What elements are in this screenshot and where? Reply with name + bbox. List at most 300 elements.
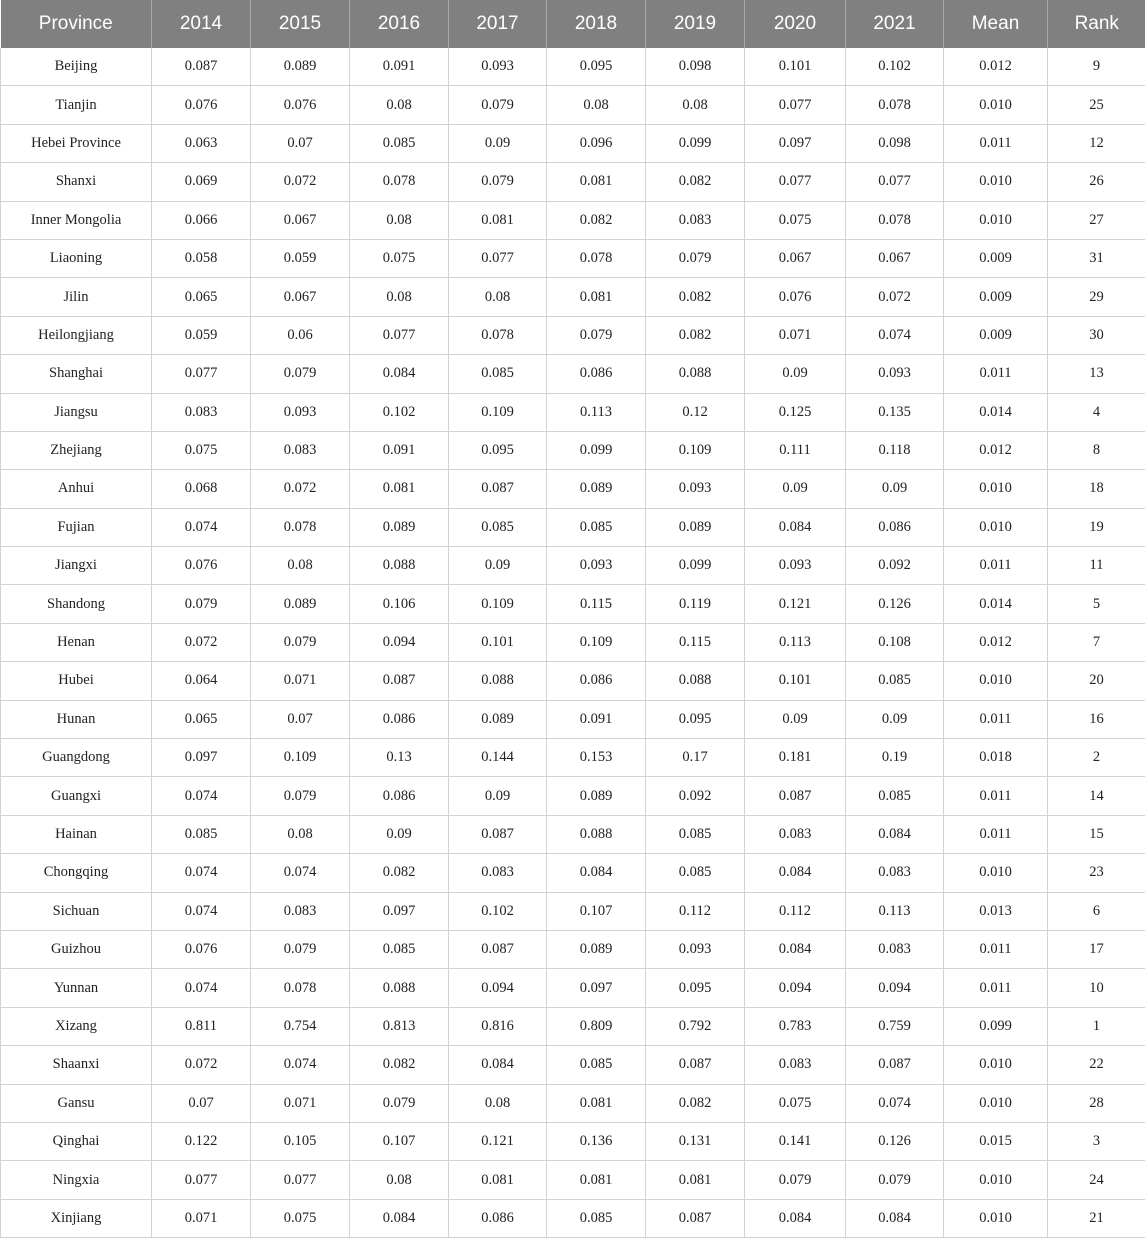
value-cell: 0.071	[745, 316, 846, 354]
value-cell: 0.083	[152, 393, 251, 431]
province-name-cell: Guangdong	[1, 739, 152, 777]
value-cell: 0.089	[547, 777, 646, 815]
province-name-cell: Jiangsu	[1, 393, 152, 431]
value-cell: 0.083	[745, 1046, 846, 1084]
value-cell: 0.141	[745, 1122, 846, 1160]
value-cell: 0.077	[745, 163, 846, 201]
value-cell: 0.074	[152, 854, 251, 892]
value-cell: 0.074	[846, 1084, 944, 1122]
value-cell: 0.089	[251, 48, 350, 86]
value-cell: 0.079	[449, 163, 547, 201]
value-cell: 0.083	[745, 815, 846, 853]
value-cell: 0.081	[350, 470, 449, 508]
value-cell: 0.014	[944, 585, 1048, 623]
value-cell: 0.135	[846, 393, 944, 431]
value-cell: 0.084	[745, 1199, 846, 1237]
value-cell: 0.076	[152, 930, 251, 968]
value-cell: 0.102	[350, 393, 449, 431]
value-cell: 0.085	[646, 815, 745, 853]
table-row	[1, 508, 1145, 546]
column-header: 2017	[449, 0, 547, 48]
value-cell: 0.071	[251, 1084, 350, 1122]
value-cell: 0.010	[944, 1084, 1048, 1122]
value-cell: 3	[1048, 1122, 1145, 1160]
value-cell: 0.083	[846, 854, 944, 892]
value-cell: 0.754	[251, 1007, 350, 1045]
value-cell: 0.097	[350, 892, 449, 930]
value-cell: 0.094	[449, 969, 547, 1007]
value-cell: 0.098	[846, 124, 944, 162]
table-row	[1, 1084, 1145, 1122]
value-cell: 0.099	[646, 547, 745, 585]
value-cell: 0.109	[646, 431, 745, 469]
value-cell: 0.087	[449, 815, 547, 853]
table-row	[1, 662, 1145, 700]
value-cell: 0.099	[646, 124, 745, 162]
value-cell: 0.092	[646, 777, 745, 815]
province-name-cell: Fujian	[1, 508, 152, 546]
table-row	[1, 1122, 1145, 1160]
value-cell: 0.077	[350, 316, 449, 354]
province-name-cell: Gansu	[1, 1084, 152, 1122]
value-cell: 0.109	[251, 739, 350, 777]
province-name-cell: Xizang	[1, 1007, 152, 1045]
value-cell: 0.098	[646, 48, 745, 86]
value-cell: 0.093	[646, 470, 745, 508]
value-cell: 0.088	[449, 662, 547, 700]
province-name-cell: Inner Mongolia	[1, 201, 152, 239]
table-row	[1, 1199, 1145, 1237]
table-row	[1, 930, 1145, 968]
value-cell: 0.010	[944, 86, 1048, 124]
value-cell: 0.09	[745, 470, 846, 508]
value-cell: 0.181	[745, 739, 846, 777]
value-cell: 0.075	[251, 1199, 350, 1237]
value-cell: 0.089	[547, 930, 646, 968]
province-name-cell: Shandong	[1, 585, 152, 623]
value-cell: 0.074	[152, 892, 251, 930]
value-cell: 0.079	[745, 1161, 846, 1199]
value-cell: 0.079	[251, 930, 350, 968]
value-cell: 25	[1048, 86, 1145, 124]
value-cell: 0.076	[251, 86, 350, 124]
column-header: 2019	[646, 0, 745, 48]
value-cell: 30	[1048, 316, 1145, 354]
value-cell: 0.087	[350, 662, 449, 700]
table-row	[1, 163, 1145, 201]
column-header: 2018	[547, 0, 646, 48]
value-cell: 0.067	[251, 201, 350, 239]
value-cell: 0.085	[449, 508, 547, 546]
value-cell: 0.076	[152, 86, 251, 124]
table-row	[1, 1046, 1145, 1084]
value-cell: 14	[1048, 777, 1145, 815]
value-cell: 0.076	[745, 278, 846, 316]
value-cell: 0.097	[152, 739, 251, 777]
value-cell: 0.08	[350, 1161, 449, 1199]
value-cell: 0.012	[944, 431, 1048, 469]
value-cell: 0.011	[944, 700, 1048, 738]
province-name-cell: Tianjin	[1, 86, 152, 124]
value-cell: 0.079	[350, 1084, 449, 1122]
value-cell: 0.071	[251, 662, 350, 700]
value-cell: 0.093	[449, 48, 547, 86]
value-cell: 0.075	[745, 201, 846, 239]
value-cell: 0.125	[745, 393, 846, 431]
value-cell: 0.08	[350, 86, 449, 124]
value-cell: 0.783	[745, 1007, 846, 1045]
value-cell: 22	[1048, 1046, 1145, 1084]
value-cell: 0.083	[646, 201, 745, 239]
value-cell: 0.078	[251, 508, 350, 546]
value-cell: 0.095	[449, 431, 547, 469]
value-cell: 0.095	[646, 700, 745, 738]
value-cell: 1	[1048, 1007, 1145, 1045]
province-name-cell: Shaanxi	[1, 1046, 152, 1084]
value-cell: 0.09	[745, 700, 846, 738]
value-cell: 0.011	[944, 930, 1048, 968]
value-cell: 0.082	[646, 316, 745, 354]
value-cell: 0.075	[350, 239, 449, 277]
table-row	[1, 48, 1145, 86]
value-cell: 0.011	[944, 777, 1048, 815]
value-cell: 0.067	[846, 239, 944, 277]
province-name-cell: Sichuan	[1, 892, 152, 930]
value-cell: 24	[1048, 1161, 1145, 1199]
value-cell: 0.072	[251, 470, 350, 508]
value-cell: 0.083	[846, 930, 944, 968]
value-cell: 0.108	[846, 623, 944, 661]
value-cell: 0.093	[646, 930, 745, 968]
value-cell: 0.07	[152, 1084, 251, 1122]
value-cell: 0.08	[350, 278, 449, 316]
table-row	[1, 278, 1145, 316]
value-cell: 0.077	[846, 163, 944, 201]
value-cell: 0.078	[251, 969, 350, 1007]
value-cell: 0.077	[745, 86, 846, 124]
value-cell: 0.153	[547, 739, 646, 777]
value-cell: 0.067	[745, 239, 846, 277]
table-row	[1, 777, 1145, 815]
value-cell: 0.011	[944, 969, 1048, 1007]
value-cell: 0.085	[846, 662, 944, 700]
value-cell: 7	[1048, 623, 1145, 661]
value-cell: 0.115	[547, 585, 646, 623]
value-cell: 0.010	[944, 1046, 1048, 1084]
value-cell: 0.792	[646, 1007, 745, 1045]
value-cell: 0.113	[547, 393, 646, 431]
value-cell: 0.074	[152, 969, 251, 1007]
value-cell: 0.072	[152, 623, 251, 661]
value-cell: 0.082	[646, 1084, 745, 1122]
value-cell: 0.113	[745, 623, 846, 661]
value-cell: 0.087	[646, 1199, 745, 1237]
column-header: 2021	[846, 0, 944, 48]
value-cell: 0.086	[547, 355, 646, 393]
province-name-cell: Beijing	[1, 48, 152, 86]
province-name-cell: Henan	[1, 623, 152, 661]
province-name-cell: Yunnan	[1, 969, 152, 1007]
value-cell: 0.077	[449, 239, 547, 277]
value-cell: 0.813	[350, 1007, 449, 1045]
value-cell: 0.09	[846, 470, 944, 508]
value-cell: 0.087	[152, 48, 251, 86]
value-cell: 0.081	[547, 1161, 646, 1199]
value-cell: 0.081	[547, 163, 646, 201]
value-cell: 0.083	[251, 431, 350, 469]
table-row	[1, 393, 1145, 431]
province-name-cell: Anhui	[1, 470, 152, 508]
table-row	[1, 700, 1145, 738]
table-row	[1, 969, 1145, 1007]
value-cell: 11	[1048, 547, 1145, 585]
value-cell: 0.078	[547, 239, 646, 277]
value-cell: 5	[1048, 585, 1145, 623]
value-cell: 0.089	[547, 470, 646, 508]
value-cell: 0.079	[449, 86, 547, 124]
value-cell: 0.059	[152, 316, 251, 354]
value-cell: 0.011	[944, 547, 1048, 585]
value-cell: 0.011	[944, 815, 1048, 853]
value-cell: 0.074	[251, 854, 350, 892]
value-cell: 0.082	[350, 854, 449, 892]
value-cell: 0.087	[646, 1046, 745, 1084]
value-cell: 0.081	[449, 201, 547, 239]
value-cell: 0.082	[646, 278, 745, 316]
value-cell: 0.084	[350, 1199, 449, 1237]
value-cell: 0.809	[547, 1007, 646, 1045]
value-cell: 0.126	[846, 585, 944, 623]
value-cell: 0.068	[152, 470, 251, 508]
table-row	[1, 124, 1145, 162]
value-cell: 0.06	[251, 316, 350, 354]
value-cell: 0.083	[251, 892, 350, 930]
value-cell: 0.011	[944, 355, 1048, 393]
table-row	[1, 547, 1145, 585]
table-header	[1, 0, 1145, 48]
value-cell: 0.121	[745, 585, 846, 623]
value-cell: 0.084	[547, 854, 646, 892]
value-cell: 0.011	[944, 124, 1048, 162]
value-cell: 0.012	[944, 48, 1048, 86]
value-cell: 0.085	[152, 815, 251, 853]
column-header: Province	[1, 0, 152, 48]
value-cell: 0.089	[350, 508, 449, 546]
value-cell: 0.075	[745, 1084, 846, 1122]
value-cell: 6	[1048, 892, 1145, 930]
value-cell: 0.086	[846, 508, 944, 546]
table-row	[1, 201, 1145, 239]
value-cell: 0.010	[944, 854, 1048, 892]
province-name-cell: Jiangxi	[1, 547, 152, 585]
value-cell: 29	[1048, 278, 1145, 316]
value-cell: 0.084	[745, 930, 846, 968]
value-cell: 0.082	[350, 1046, 449, 1084]
value-cell: 0.084	[745, 854, 846, 892]
value-cell: 0.101	[745, 662, 846, 700]
table-row	[1, 239, 1145, 277]
header-row	[1, 0, 1145, 48]
value-cell: 0.077	[152, 1161, 251, 1199]
value-cell: 0.085	[646, 854, 745, 892]
table-row	[1, 1007, 1145, 1045]
value-cell: 0.085	[350, 124, 449, 162]
value-cell: 0.074	[251, 1046, 350, 1084]
province-name-cell: Jilin	[1, 278, 152, 316]
province-name-cell: Zhejiang	[1, 431, 152, 469]
value-cell: 0.084	[846, 1199, 944, 1237]
value-cell: 0.093	[745, 547, 846, 585]
value-cell: 0.087	[846, 1046, 944, 1084]
value-cell: 0.121	[449, 1122, 547, 1160]
column-header: 2015	[251, 0, 350, 48]
value-cell: 0.093	[547, 547, 646, 585]
value-cell: 0.08	[547, 86, 646, 124]
value-cell: 0.115	[646, 623, 745, 661]
column-header: 2016	[350, 0, 449, 48]
value-cell: 0.136	[547, 1122, 646, 1160]
province-name-cell: Liaoning	[1, 239, 152, 277]
value-cell: 0.111	[745, 431, 846, 469]
value-cell: 0.084	[350, 355, 449, 393]
value-cell: 0.072	[846, 278, 944, 316]
value-cell: 0.081	[547, 1084, 646, 1122]
value-cell: 0.064	[152, 662, 251, 700]
value-cell: 27	[1048, 201, 1145, 239]
table-row	[1, 585, 1145, 623]
value-cell: 0.08	[646, 86, 745, 124]
value-cell: 0.08	[449, 278, 547, 316]
value-cell: 0.097	[547, 969, 646, 1007]
value-cell: 0.088	[350, 969, 449, 1007]
value-cell: 0.010	[944, 662, 1048, 700]
value-cell: 0.099	[547, 431, 646, 469]
table-row	[1, 470, 1145, 508]
value-cell: 0.09	[350, 815, 449, 853]
value-cell: 0.096	[547, 124, 646, 162]
value-cell: 17	[1048, 930, 1145, 968]
value-cell: 0.112	[745, 892, 846, 930]
value-cell: 0.065	[152, 700, 251, 738]
value-cell: 31	[1048, 239, 1145, 277]
value-cell: 0.109	[547, 623, 646, 661]
value-cell: 0.08	[350, 201, 449, 239]
value-cell: 0.078	[846, 201, 944, 239]
value-cell: 0.015	[944, 1122, 1048, 1160]
value-cell: 0.072	[152, 1046, 251, 1084]
value-cell: 0.081	[646, 1161, 745, 1199]
value-cell: 0.086	[350, 777, 449, 815]
value-cell: 0.018	[944, 739, 1048, 777]
value-cell: 0.074	[846, 316, 944, 354]
value-cell: 0.067	[251, 278, 350, 316]
value-cell: 0.088	[350, 547, 449, 585]
value-cell: 0.102	[846, 48, 944, 86]
value-cell: 0.074	[152, 777, 251, 815]
value-cell: 0.089	[449, 700, 547, 738]
province-name-cell: Qinghai	[1, 1122, 152, 1160]
value-cell: 0.083	[449, 854, 547, 892]
value-cell: 0.084	[449, 1046, 547, 1084]
value-cell: 0.093	[251, 393, 350, 431]
value-cell: 0.010	[944, 201, 1048, 239]
province-name-cell: Shanxi	[1, 163, 152, 201]
value-cell: 0.087	[449, 930, 547, 968]
province-name-cell: Guangxi	[1, 777, 152, 815]
value-cell: 0.085	[350, 930, 449, 968]
value-cell: 9	[1048, 48, 1145, 86]
province-name-cell: Shanghai	[1, 355, 152, 393]
value-cell: 13	[1048, 355, 1145, 393]
table-row	[1, 355, 1145, 393]
value-cell: 0.087	[449, 470, 547, 508]
value-cell: 0.079	[152, 585, 251, 623]
value-cell: 0.088	[547, 815, 646, 853]
value-cell: 0.107	[350, 1122, 449, 1160]
value-cell: 0.085	[547, 508, 646, 546]
column-header: Mean	[944, 0, 1048, 48]
value-cell: 0.097	[745, 124, 846, 162]
value-cell: 0.13	[350, 739, 449, 777]
value-cell: 0.072	[251, 163, 350, 201]
value-cell: 0.079	[251, 777, 350, 815]
value-cell: 0.085	[547, 1199, 646, 1237]
value-cell: 0.093	[846, 355, 944, 393]
value-cell: 0.07	[251, 124, 350, 162]
value-cell: 0.109	[449, 585, 547, 623]
value-cell: 0.010	[944, 508, 1048, 546]
value-cell: 0.09	[745, 355, 846, 393]
value-cell: 0.08	[449, 1084, 547, 1122]
province-name-cell: Heilongjiang	[1, 316, 152, 354]
value-cell: 0.089	[646, 508, 745, 546]
value-cell: 0.106	[350, 585, 449, 623]
table-row	[1, 815, 1145, 853]
value-cell: 0.085	[846, 777, 944, 815]
value-cell: 0.109	[449, 393, 547, 431]
value-cell: 19	[1048, 508, 1145, 546]
value-cell: 0.079	[646, 239, 745, 277]
value-cell: 0.087	[745, 777, 846, 815]
value-cell: 0.09	[846, 700, 944, 738]
value-cell: 0.066	[152, 201, 251, 239]
province-name-cell: Guizhou	[1, 930, 152, 968]
value-cell: 0.759	[846, 1007, 944, 1045]
province-name-cell: Hubei	[1, 662, 152, 700]
value-cell: 0.099	[944, 1007, 1048, 1045]
table-row	[1, 431, 1145, 469]
value-cell: 0.065	[152, 278, 251, 316]
value-cell: 0.091	[547, 700, 646, 738]
value-cell: 0.086	[350, 700, 449, 738]
value-cell: 0.09	[449, 124, 547, 162]
province-name-cell: Hunan	[1, 700, 152, 738]
value-cell: 0.131	[646, 1122, 745, 1160]
value-cell: 0.012	[944, 623, 1048, 661]
value-cell: 0.078	[846, 86, 944, 124]
value-cell: 0.089	[251, 585, 350, 623]
value-cell: 0.102	[449, 892, 547, 930]
value-cell: 0.086	[449, 1199, 547, 1237]
value-cell: 0.08	[251, 547, 350, 585]
province-name-cell: Hainan	[1, 815, 152, 853]
value-cell: 0.082	[547, 201, 646, 239]
value-cell: 2	[1048, 739, 1145, 777]
value-cell: 0.079	[846, 1161, 944, 1199]
value-cell: 0.086	[547, 662, 646, 700]
table-row	[1, 623, 1145, 661]
value-cell: 0.077	[251, 1161, 350, 1199]
